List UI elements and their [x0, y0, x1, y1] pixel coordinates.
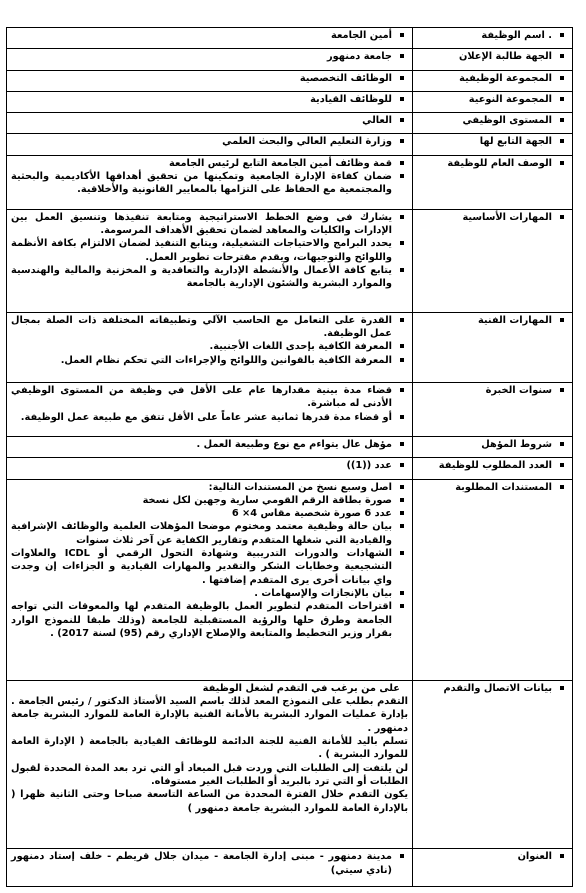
job-details-rows [7, 28, 573, 887]
row-label: الجهة طالبة الإعلان [417, 50, 568, 63]
bullet-list [11, 481, 408, 641]
table-row [7, 134, 573, 155]
row-content-cell [7, 479, 413, 680]
bullet-list [11, 850, 408, 877]
row-label-cell [413, 458, 573, 479]
bullet-list [11, 29, 408, 42]
paragraph: تسلم باليد للأمانة الفنية للجنة الدائمة للوظائف القيادية بالجامعة ( الإدارة العامة للموارد البشرية ) . [11, 735, 408, 761]
bullet-list [11, 438, 408, 451]
row-content-cell [7, 70, 413, 91]
paragraph: لن يلتفت إلى الطلبات التي وردت قبل الميعاد أو التي ترد بعد المدة المحددة لقبول الطلبات أو التي ترد بالبريد أو الطلبات الغير مستوفاه. [11, 762, 408, 787]
row-label-cell [413, 113, 573, 134]
list-item: اصل وسبع نسخ من المستندات التالية: [11, 481, 392, 494]
row-content-cell [7, 209, 413, 312]
row-label: المستندات المطلوبة [417, 481, 568, 494]
row-label: العنوان [417, 850, 568, 863]
row-label-cell [413, 91, 573, 112]
row-content-cell [7, 134, 413, 155]
list-item: للوظائف القيادية [11, 93, 392, 106]
list-item: المعرفة الكافية بالقوانين واللوائح والإجراءات التي تحكم نظام العمل. [11, 354, 392, 367]
list-item: جامعة دمنهور [11, 50, 392, 63]
list-item: يشارك في وضع الخطط الاستراتيجية ومتابعة تنفيذها وتنسيق العمل بين الإدارات والكليات والمعاهد لضمان تحقيق الأهداف المرسومة. [11, 211, 392, 236]
bullet-list [11, 157, 408, 197]
row-content-cell [7, 680, 413, 849]
row-label-cell [413, 49, 573, 70]
list-item: عدد ((1)) [11, 459, 392, 472]
row-label-cell [413, 312, 573, 382]
table-row [7, 849, 573, 887]
paragraph: التقدم بطلب على النموذج المعد لذلك باسم السيد الأستاذ الدكتور / رئيس الجامعة . بإدارة عمليات الموارد البشرية بالأمانة الفنية بالإدارة العامة للموارد البشرية جامعة دمنهور . [11, 696, 408, 734]
table-row [7, 209, 573, 312]
row-content-cell [7, 49, 413, 70]
bullet-list [11, 211, 408, 291]
bullet-list [11, 114, 408, 127]
list-item: وزارة التعليم العالي والبحث العلمي [11, 135, 392, 148]
row-label: العدد المطلوب للوظيفة [417, 459, 568, 472]
row-label-cell [413, 209, 573, 312]
row-content-cell [7, 312, 413, 382]
list-item: بيان بالإنجازات والإسهامات . [11, 587, 392, 600]
row-content-cell [7, 458, 413, 479]
row-label-cell [413, 28, 573, 49]
row-content-cell [7, 436, 413, 457]
row-label-cell [413, 134, 573, 155]
table-row [7, 458, 573, 479]
list-item: أو قضاء مدة قدرها ثمانية عشر عاماً على الأقل تتفق مع طبيعة عمل الوظيفة. [11, 411, 392, 424]
table-row [7, 680, 573, 849]
bullet-list [11, 93, 408, 106]
row-content-cell [7, 28, 413, 49]
list-item: يحدد البرامج والاحتياجات التشغيلية، ويتابع التنفيذ لضمان الالتزام بكافة الأنظمة واللوائح والتوجيهات، ويقدم مقترحات تطوير العمل. [11, 238, 392, 263]
list-item: عدد 6 صورة شخصية مقاس 4× 6 [11, 507, 392, 520]
list-item: مدينة دمنهور - مبنى إدارة الجامعة - ميدان جلال قريطم - خلف إستاد دمنهور (نادي سيتي) [11, 851, 392, 876]
row-content-cell [7, 113, 413, 134]
row-content-cell [7, 155, 413, 209]
bullet-list [11, 72, 408, 85]
row-content-cell [7, 382, 413, 436]
row-content-cell [7, 849, 413, 887]
row-label-cell [413, 155, 573, 209]
bullet-list [11, 384, 408, 424]
table-row [7, 49, 573, 70]
row-label: المهارات الفنية [417, 314, 568, 327]
list-item: يتابع كافة الأعمال والأنشطة الإدارية والتعاقدية و المخزنية والمالية والهندسية والموارد البشرية والشئون الإدارية بالجامعة [11, 264, 392, 290]
paragraph: يكون التقدم خلال الفترة المحددة من الساعة التاسعة صباحا وحتى الثانية ظهرا ( بالإدارة العامة للموارد البشرية جامعة دمنهور ) [11, 789, 408, 814]
list-item: اقتراحات المتقدم لتطوير العمل بالوظيفة المتقدم لها والمعوقات التي تواجه الجامعة وطرق حلها والرؤية المستقبلية للجامعة (وذلك طبقا للنموذج الوارد بقرار وزير التخطيط والمتابعة والإصلاح الإداري رقم (95) لسنة 2017) . [11, 601, 392, 639]
table-row [7, 70, 573, 91]
bullet-list [11, 135, 408, 148]
paragraph-block [11, 682, 408, 815]
row-label: الوصف العام للوظيفة [417, 157, 568, 170]
row-label: المجموعة النوعية [417, 93, 568, 106]
list-item: العالي [11, 114, 392, 127]
row-label: بيانات الاتصال والتقدم [417, 682, 568, 695]
row-label: المجموعة الوظيفية [417, 72, 568, 85]
bullet-list [11, 314, 408, 367]
list-item: ضمان كفاءة الإدارة الجامعية وتمكينها من تحقيق أهدافها الأكاديمية والبحثية والمجتمعية مع الحفاظ على التزامها بالمعايير القانونية والأخلاقية. [11, 170, 392, 196]
list-item: مؤهل عال يتواءم مع نوع وطبيعة العمل . [11, 438, 392, 451]
row-label: الجهة التابع لها [417, 135, 568, 148]
table-row [7, 479, 573, 680]
table-row [7, 155, 573, 209]
row-label-cell [413, 382, 573, 436]
row-label-cell [413, 479, 573, 680]
paragraph: على من يرغب في التقدم لشغل الوظيفة [202, 682, 400, 694]
list-item: أمين الجامعة [11, 29, 392, 42]
row-label-cell [413, 70, 573, 91]
job-posting-document [6, 27, 573, 887]
list-item: قمة وظائف أمين الجامعة التابع لرئيس الجامعة [11, 157, 392, 170]
table-row [7, 312, 573, 382]
row-label-cell [413, 849, 573, 887]
table-row [7, 91, 573, 112]
list-item: المعرفة الكافية بإحدى اللغات الأجنبية. [11, 340, 392, 353]
row-label: سنوات الخبرة [417, 384, 568, 397]
row-label: المستوى الوظيفي [417, 114, 568, 127]
table-row [7, 382, 573, 436]
table-row [7, 113, 573, 134]
row-label-cell [413, 680, 573, 849]
row-label-cell [413, 436, 573, 457]
bullet-list [11, 50, 408, 63]
list-item: قضاء مدة بينية مقدارها عام على الأقل في وظيفة من المستوى الوظيفي الأدنى له مباشرة. [11, 384, 392, 410]
row-content-cell [7, 91, 413, 112]
row-label: شروط المؤهل [417, 438, 568, 451]
row-label: . اسم الوظيفة [417, 29, 568, 42]
list-item: الوظائف التخصصية [11, 72, 392, 85]
list-item: بيان حالة وظيفية معتمد ومختوم موضحا المؤهلات العلمية والوظائف الإشرافية والقيادية التي شغلها المتقدم وتقارير الكفاية عن آخر ثلاث سنوات [11, 521, 392, 546]
job-details-table [6, 27, 573, 887]
list-item: الشهادات والدورات التدريبية وشهادة التحول الرقمي أو ICDL والعلاوات التشجيعية وخطابات الشكر والتقدير والمهارات القيادية و الجزاءات إن وجدت واي بيانات أخرى يرى المتقدم إضافتها . [11, 548, 392, 586]
table-row [7, 28, 573, 49]
row-label: المهارات الأساسية [417, 211, 568, 224]
list-item: القدرة على التعامل مع الحاسب الآلي وتطبيقاته المختلفة ذات الصلة بمجال عمل الوظيفة. [11, 314, 392, 339]
table-row [7, 436, 573, 457]
list-item: صورة بطاقة الرقم القومي سارية وجهين لكل نسخة [11, 494, 392, 507]
bullet-list [11, 459, 408, 472]
